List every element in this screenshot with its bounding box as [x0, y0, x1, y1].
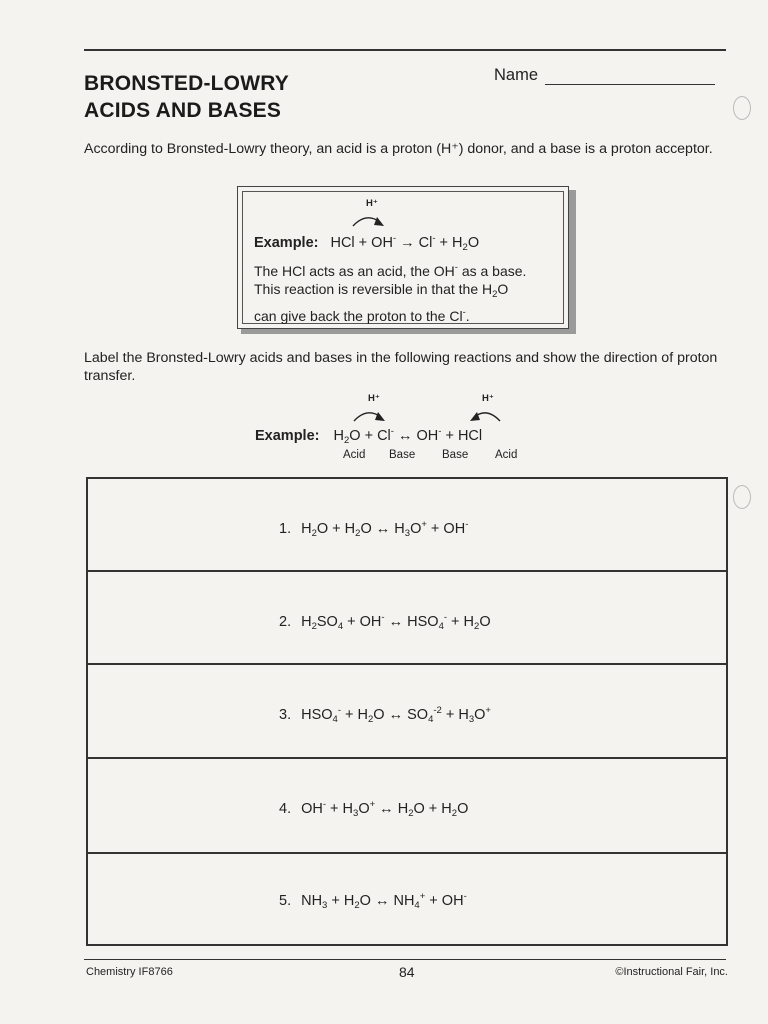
reaction-number: 1.	[279, 521, 292, 537]
proton-transfer-arrow-icon	[350, 210, 390, 232]
reaction-row	[88, 479, 726, 572]
role-label: Base	[389, 449, 416, 461]
reaction-equation: 3. $HSO_4^- + H_2O$ ↔ $SO_4^{-2} + H_3O^+$	[279, 705, 491, 725]
example-description: The HCl acts as an acid, the OH- as a base. This reaction is reversible in that the $H_2O$ can give back the proton to the Cl-.	[254, 262, 527, 324]
instructions: Label the Bronsted-Lowry acids and bases in the following reactions and show the direction of proton transfer.	[84, 350, 718, 384]
role-label: Acid	[343, 449, 366, 461]
reaction-equation: 4. $OH^- + H_3O^+$ ↔ $H_2O + H_2O$	[279, 799, 469, 819]
example-label: Example:	[254, 235, 319, 251]
footer-rule	[84, 959, 726, 960]
title-line-2: ACIDS AND BASES	[84, 99, 282, 122]
reaction-equation: 2. $H_2SO_4 + OH^-$ ↔ $HSO_4^- + H_2O$	[279, 612, 491, 632]
example-label: Example:	[255, 428, 320, 444]
reaction-equation: 1. $H_2O + H_2O$ ↔ $H_3O^+ + OH^-$	[279, 519, 469, 539]
name-blank-line	[545, 68, 715, 85]
proton-label: H⁺	[368, 393, 380, 404]
reaction-number: 4.	[279, 801, 292, 817]
intro-paragraph: According to Bronsted-Lowry theory, an acid is a proton (H⁺) donor, and a base is a proton acceptor.	[84, 141, 713, 157]
reaction-row	[88, 854, 726, 944]
example-equation: Example: HCl + $OH^- \to Cl^- + H_2O$	[254, 233, 480, 253]
proton-transfer-arrow-icon	[464, 405, 504, 427]
role-label: Acid	[495, 449, 518, 461]
title-line-1: BRONSTED-LOWRY	[84, 72, 290, 95]
proton-label: H⁺	[366, 198, 378, 209]
binder-hole	[733, 96, 751, 120]
page-title	[84, 70, 289, 124]
name-field	[494, 66, 715, 85]
reaction-row	[88, 572, 726, 665]
proton-transfer-arrow-icon	[351, 405, 391, 427]
footer-publisher: ©Instructional Fair, Inc.	[615, 966, 728, 978]
reaction-number: 2.	[279, 614, 292, 630]
box-shadow	[568, 190, 576, 332]
page-number: 84	[399, 964, 415, 980]
binder-hole	[733, 485, 751, 509]
proton-label: H⁺	[482, 393, 494, 404]
role-label: Base	[442, 449, 469, 461]
reactions-table	[86, 477, 728, 946]
footer-book-code: Chemistry IF8766	[86, 966, 173, 978]
top-rule	[84, 49, 726, 51]
reaction-number: 3.	[279, 707, 292, 723]
reaction-row	[88, 665, 726, 759]
reaction-equation: 5. $NH_3 + H_2O$ ↔ $NH_4^+ + OH^-$	[279, 891, 467, 911]
reaction-number: 5.	[279, 893, 292, 909]
reaction-row	[88, 759, 726, 854]
example-equation-2: Example: $H_2O + Cl^-$ ↔ OH- + HCl	[255, 426, 483, 446]
name-label: Name	[494, 66, 539, 84]
